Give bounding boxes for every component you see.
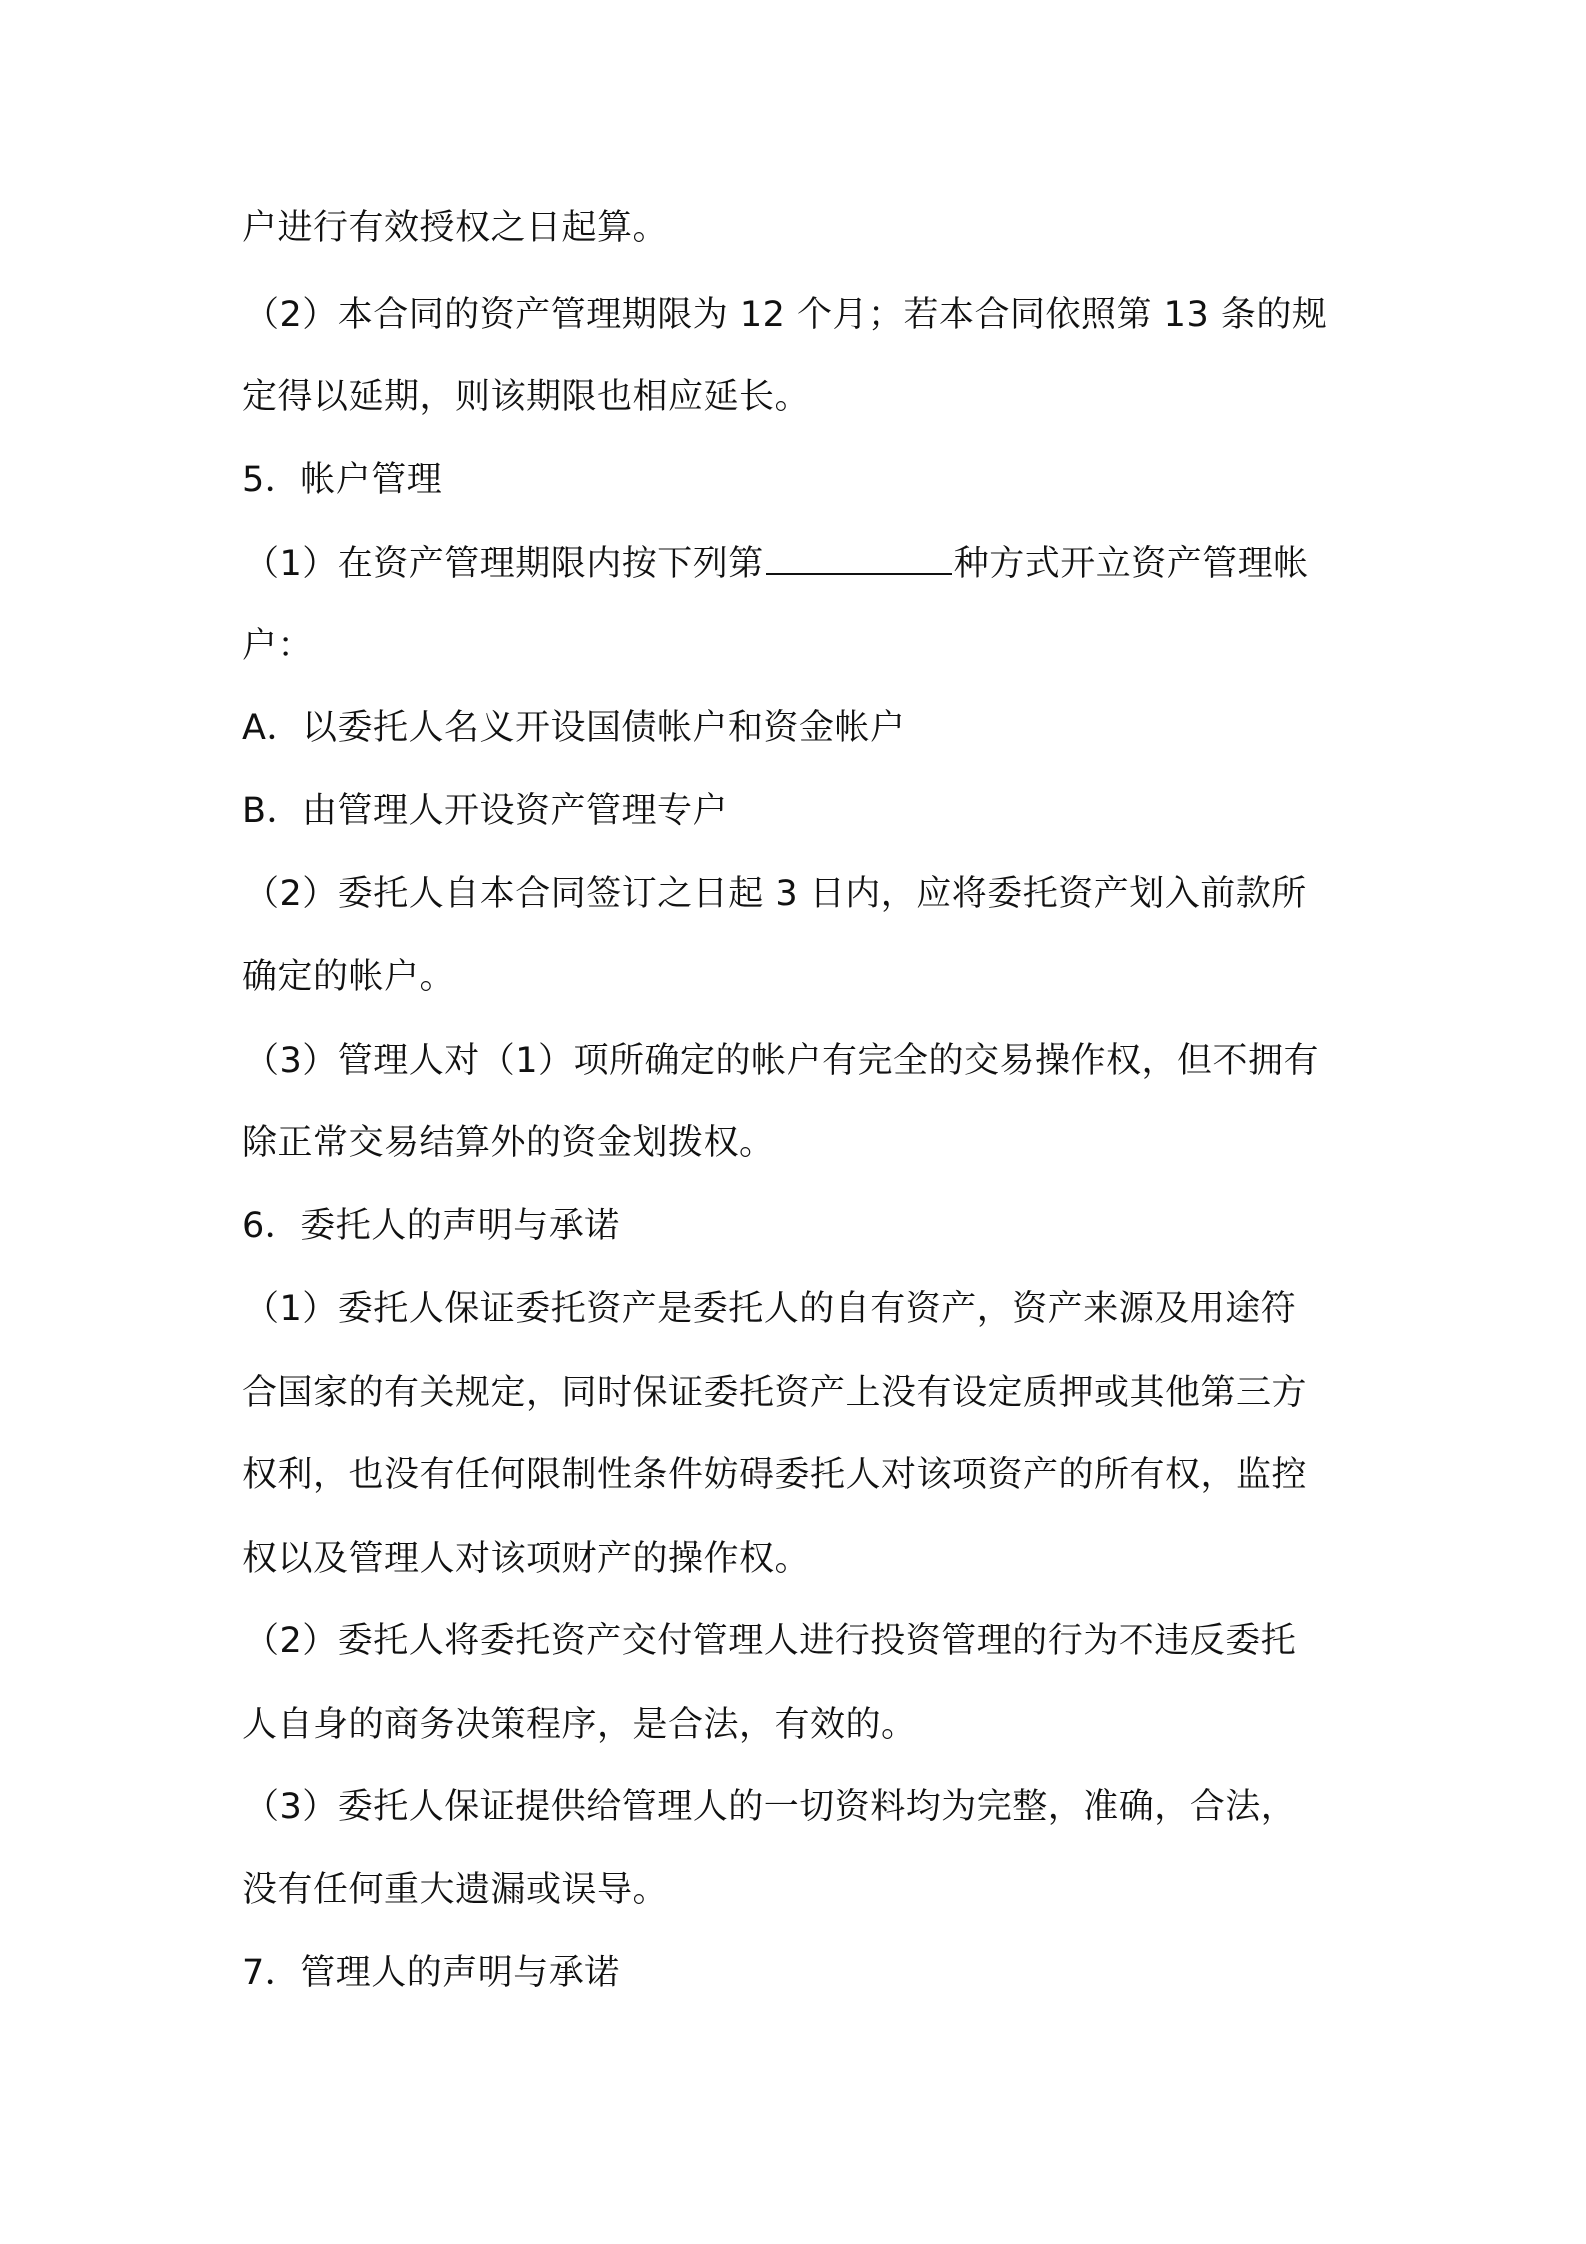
clause-6-1-line-2: 合国家的有关规定，同时保证委托资产上没有设定质押或其他第三方 <box>242 1373 1308 1413</box>
clause-5-1-line-1 <box>244 539 1364 588</box>
clause-5-1-text-before: （1）在资产管理期限内按下列第 <box>244 544 764 584</box>
clause-6-3-line-2: 没有任何重大遗漏或误导。 <box>242 1870 669 1910</box>
section-5-heading: 5．帐户管理 <box>242 460 443 500</box>
clause-5-1-line-2: 户： <box>242 626 314 666</box>
clause-6-1-line-3: 权利，也没有任何限制性条件妨碍委托人对该项资产的所有权，监控 <box>242 1455 1308 1495</box>
section-7-heading: 7．管理人的声明与承诺 <box>242 1953 620 1993</box>
option-b: B．由管理人开设资产管理专户 <box>242 791 729 831</box>
clause-4-2-line-1: （2）本合同的资产管理期限为 12 个月；若本合同依照第 13 条的规 <box>244 295 1328 335</box>
option-a: A．以委托人名义开设国债帐户和资金帐户 <box>242 708 906 748</box>
clause-5-2-line-2: 确定的帐户。 <box>242 957 456 997</box>
clause-5-3-line-1: （3）管理人对（1）项所确定的帐户有完全的交易操作权，但不拥有 <box>244 1041 1320 1081</box>
paragraph-line: 户进行有效授权之日起算。 <box>242 208 669 248</box>
clause-5-3-line-2: 除正常交易结算外的资金划拨权。 <box>242 1123 775 1163</box>
clause-5-1-text-after: 种方式开立资产管理帐 <box>953 544 1309 584</box>
clause-6-1-line-1: （1）委托人保证委托资产是委托人的自有资产，资产来源及用途符 <box>244 1289 1297 1329</box>
clause-6-3-line-1: （3）委托人保证提供给管理人的一切资料均为完整，准确，合法， <box>244 1787 1297 1827</box>
clause-6-2-line-2: 人自身的商务决策程序，是合法，有效的。 <box>242 1705 917 1745</box>
fill-in-blank <box>766 539 952 575</box>
clause-4-2-line-2: 定得以延期，则该期限也相应延长。 <box>242 377 811 417</box>
section-6-heading: 6．委托人的声明与承诺 <box>242 1206 620 1246</box>
clause-6-1-line-4: 权以及管理人对该项财产的操作权。 <box>242 1539 811 1579</box>
clause-5-2-line-1: （2）委托人自本合同签订之日起 3 日内，应将委托资产划入前款所 <box>244 874 1307 914</box>
clause-6-2-line-1: （2）委托人将委托资产交付管理人进行投资管理的行为不违反委托 <box>244 1621 1297 1661</box>
